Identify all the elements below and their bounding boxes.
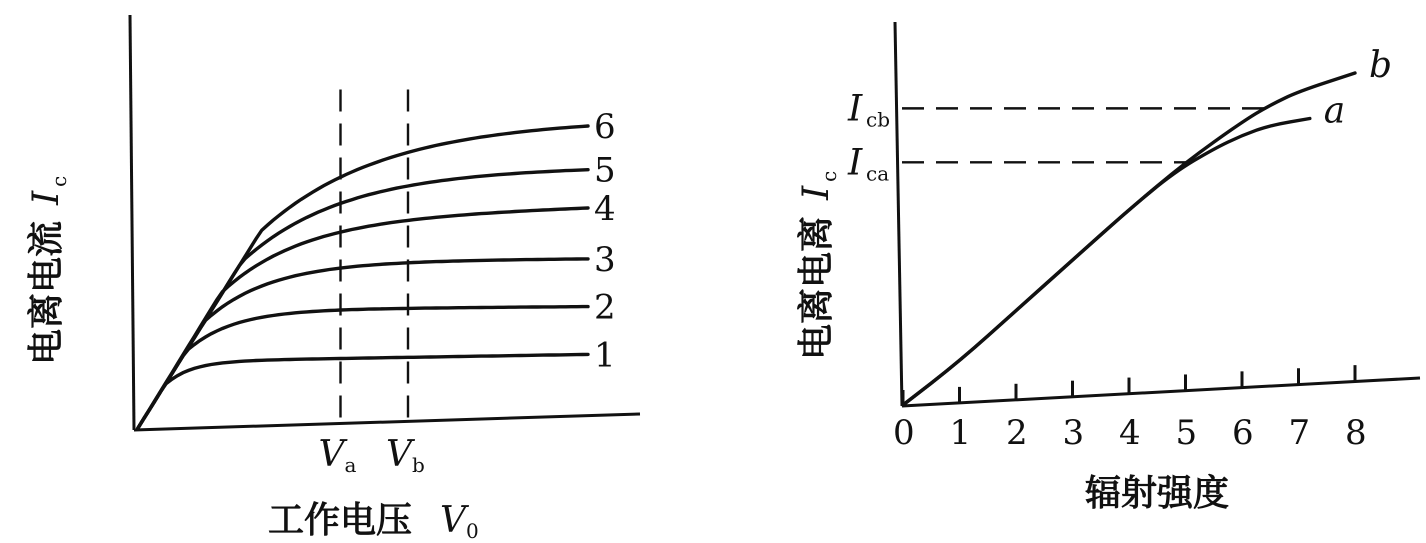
vline-sub-Va: a — [344, 453, 357, 477]
x-tick-label-2: 2 — [1006, 413, 1028, 453]
left-x-label-var: V — [440, 500, 466, 541]
vline-label-Va: V — [318, 434, 345, 475]
x-tick-label-4: 4 — [1119, 413, 1141, 453]
curve-label-4: 4 — [594, 188, 616, 229]
left-y-label — [26, 176, 71, 365]
left-x-label-sub: 0 — [466, 519, 479, 543]
left-curves — [138, 107, 616, 428]
curve-label-5: 5 — [594, 150, 616, 191]
right-y-label-text: 电离电离 — [796, 215, 837, 360]
curve-label-b: b — [1369, 44, 1393, 86]
x-tick-label-6: 6 — [1232, 413, 1254, 453]
curve-5 — [138, 170, 588, 428]
right-ticks — [893, 365, 1367, 453]
right-hlines — [847, 88, 1276, 185]
hline-label-Ica: I — [848, 142, 863, 184]
hline-label-Icb: I — [848, 88, 863, 130]
curve-label-3: 3 — [594, 239, 616, 280]
left-y-label-sub: c — [47, 175, 71, 187]
right-x-label: 辐射强度 — [1085, 473, 1230, 514]
x-tick-label-8: 8 — [1345, 413, 1367, 453]
x-tick-label-1: 1 — [949, 413, 972, 453]
curve-label-6: 6 — [594, 106, 616, 147]
right-y-label-sub: c — [817, 170, 841, 182]
curve-label-1: 1 — [594, 335, 616, 376]
left-y-label-var: I — [26, 190, 67, 205]
x-tick-label-5: 5 — [1175, 413, 1198, 453]
left-vlines — [319, 89, 425, 477]
left-x-axis — [134, 414, 640, 430]
right-y-label-var: I — [796, 185, 837, 200]
left-chart — [26, 15, 640, 543]
x-tick-label-0: 0 — [893, 413, 915, 453]
right-curves — [903, 45, 1392, 405]
hline-sub-Icb: cb — [866, 107, 891, 132]
x-tick-label-7: 7 — [1288, 413, 1311, 453]
hline-sub-Ica: ca — [866, 161, 890, 186]
vline-label-Vb: V — [386, 434, 412, 475]
right-x-axis — [902, 378, 1420, 406]
left-x-label-text: 工作电压 — [268, 500, 413, 541]
vline-sub-Vb: b — [412, 453, 425, 477]
curve-label-a: a — [1323, 90, 1346, 132]
right-y-axis — [895, 22, 902, 406]
left-y-axis — [130, 15, 134, 430]
curve-label-2: 2 — [594, 287, 616, 328]
x-tick-label-3: 3 — [1062, 413, 1085, 453]
right-chart — [796, 22, 1420, 514]
left-y-label-text: 电离电流 — [26, 220, 67, 365]
curve-6 — [138, 126, 588, 428]
left-x-label — [268, 500, 479, 543]
right-y-label — [796, 171, 841, 360]
curve-3 — [138, 259, 588, 428]
